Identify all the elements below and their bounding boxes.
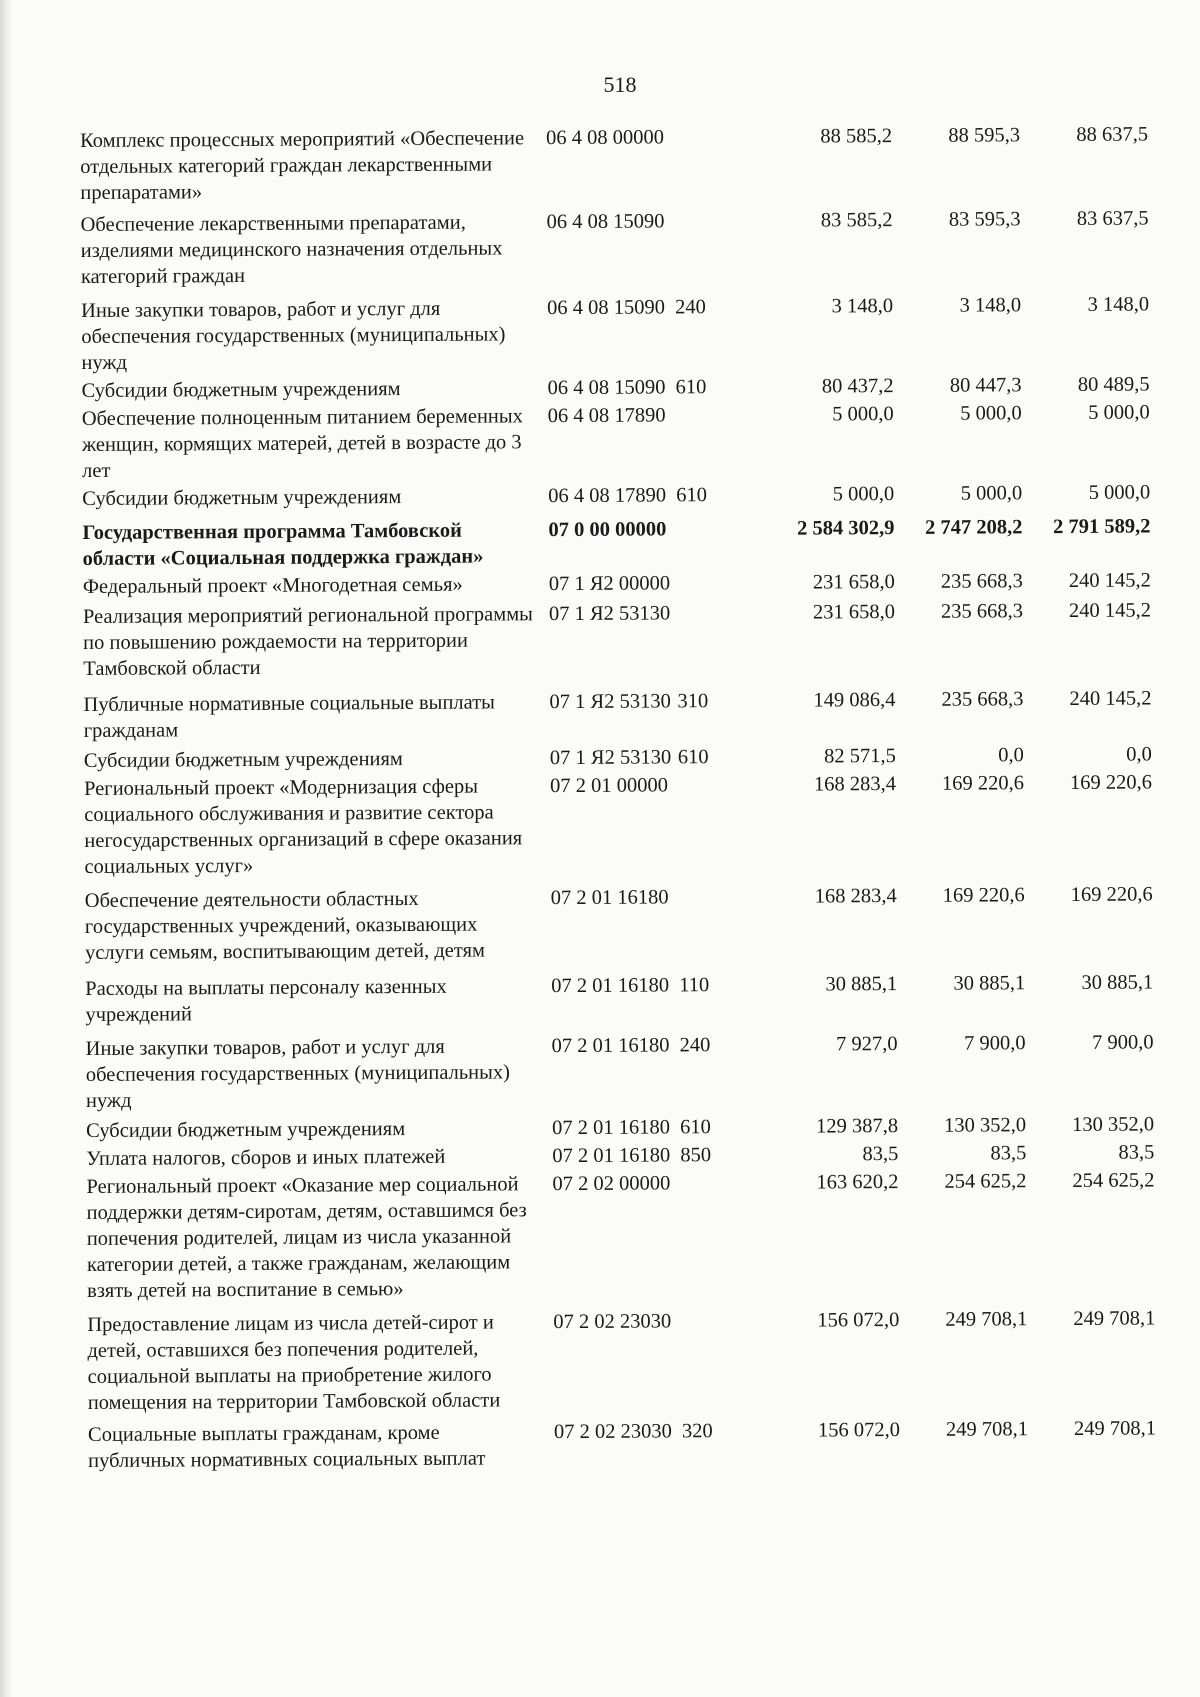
table-row (86, 1139, 1186, 1172)
table-row (83, 685, 1183, 744)
row-code: 07 2 01 16180 (552, 1116, 671, 1140)
row-amount-year-2: 80 447,3 (949, 374, 1022, 397)
table-row (86, 1167, 1187, 1304)
row-name: Предоставление лицам из числа детей-сирот и детей, оставшихся без попечения родителей, социальной выплаты на приобретение жилого помещения на территории Тамбовской области (87, 1311, 501, 1414)
row-name: Региональный проект «Оказание мер социальной поддержки детям-сиротам, детям, оставшимся без попечения родителей, лицам из числа указанной категории детей, а также гражданам, желающим взять детей на воспитание в семью» (86, 1173, 527, 1302)
row-name: Расходы на выплаты персоналу казенных учреждений (85, 975, 447, 1026)
row-amount-year-1: 5 000,0 (832, 483, 895, 506)
row-name: Субсидии бюджетным учреждениям (83, 748, 403, 772)
row-amount-year-3: 240 145,2 (1068, 599, 1152, 622)
page-number: 518 (603, 72, 637, 97)
row-amount-year-3: 130 352,0 (1072, 1113, 1155, 1136)
row-name: Уплата налогов, сборов и иных платежей (86, 1145, 446, 1170)
table-row (86, 1111, 1186, 1144)
table-row (82, 513, 1182, 572)
row-amount-year-1: 231 658,0 (812, 571, 895, 594)
row-name: Субсидии бюджетным учреждениям (82, 486, 402, 510)
row-amount-year-1: 156 072,0 (817, 1419, 901, 1442)
row-code: 07 1 Я2 00000 (548, 572, 671, 596)
row-amount-year-3: 83,5 (1118, 1141, 1155, 1164)
row-expense-type: 310 (677, 690, 709, 713)
row-name: Иные закупки товаров, работ и услуг для обеспечения государственных (муниципальных) нужд (81, 297, 506, 374)
row-expense-type: 320 (681, 1420, 713, 1443)
row-amount-year-2: 2 747 208,2 (925, 516, 1023, 539)
row-amount-year-2: 5 000,0 (960, 402, 1022, 425)
row-amount-year-2: 254 625,2 (944, 1170, 1027, 1193)
row-amount-year-3: 30 885,1 (1081, 971, 1154, 994)
row-amount-year-2: 83,5 (990, 1142, 1027, 1165)
row-name: Публичные нормативные социальные выплаты гражданам (83, 691, 495, 742)
row-name: Обеспечение деятельности областных государственных учреждений, оказывающих услуги семьям, воспитывающим детей, детям (84, 887, 486, 964)
table-row (83, 567, 1183, 600)
row-amount-year-2: 130 352,0 (944, 1114, 1027, 1137)
row-expense-type: 240 (675, 296, 706, 319)
row-amount-year-2: 235 668,3 (940, 600, 1024, 623)
row-amount-year-1: 163 620,2 (816, 1171, 899, 1194)
table-row (83, 597, 1183, 682)
row-amount-year-3: 169 220,6 (1069, 771, 1153, 794)
row-amount-year-1: 2 584 302,9 (797, 517, 895, 540)
row-name: Социальные выплаты гражданам, кроме публичных нормативных социальных выплат (87, 1421, 486, 1472)
table-row (84, 741, 1184, 774)
row-amount-year-1: 168 283,4 (813, 773, 897, 796)
budget-table (80, 121, 1188, 1474)
row-amount-year-2: 0,0 (998, 744, 1024, 767)
row-amount-year-3: 3 148,0 (1087, 293, 1150, 316)
row-amount-year-1: 83,5 (862, 1143, 899, 1166)
row-code: 07 2 02 23030 (553, 1310, 672, 1334)
row-amount-year-1: 149 086,4 (813, 689, 896, 712)
row-name: Государственная программа Тамбовской области «Социальная поддержка граждан» (82, 519, 484, 570)
table-row (85, 969, 1185, 1028)
row-amount-year-2: 7 900,0 (964, 1032, 1026, 1055)
row-amount-year-1: 231 658,0 (812, 601, 896, 624)
row-amount-year-1: 80 437,2 (821, 375, 894, 398)
row-amount-year-2: 235 668,3 (941, 688, 1024, 711)
row-code: 07 2 02 23030 (553, 1420, 672, 1444)
row-name: Комплекс процессных мероприятий «Обеспечение отдельных категорий граждан лекарственными препаратами» (80, 127, 525, 204)
row-amount-year-3: 240 145,2 (1068, 569, 1151, 592)
row-name: Субсидии бюджетным учреждениям (86, 1118, 406, 1142)
row-expense-type: 240 (679, 1034, 711, 1057)
row-code: 07 1 Я2 53130 (549, 690, 671, 714)
row-code: 07 2 01 16180 (550, 886, 669, 910)
row-amount-year-3: 80 489,5 (1077, 373, 1150, 396)
table-row (81, 205, 1181, 290)
row-name: Региональный проект «Модернизация сферы социального обслуживания и развитие сектора негосударственных организаций в сфере оказания социальных услуг» (83, 775, 523, 878)
row-amount-year-3: 249 708,1 (1073, 1307, 1156, 1330)
row-amount-year-2: 249 708,1 (945, 1418, 1029, 1441)
row-code: 07 2 01 16180 (551, 974, 670, 998)
row-amount-year-3: 240 145,2 (1069, 687, 1152, 710)
row-code: 06 4 08 17890 (547, 404, 666, 428)
row-expense-type: 610 (676, 484, 708, 507)
row-code: 07 2 01 16180 (551, 1034, 670, 1058)
table-row (84, 769, 1185, 880)
row-code: 06 4 08 17890 (548, 484, 667, 508)
row-amount-year-3: 88 637,5 (1076, 123, 1149, 146)
table-row (88, 1415, 1188, 1474)
table-row (87, 1305, 1188, 1416)
row-code: 07 2 01 00000 (549, 774, 668, 798)
row-amount-year-1: 168 283,4 (814, 885, 897, 908)
row-expense-type: 610 (680, 1116, 711, 1139)
row-code: 07 1 Я2 53130 (548, 602, 671, 626)
row-amount-year-3: 5 000,0 (1088, 401, 1150, 424)
row-amount-year-2: 3 148,0 (959, 294, 1022, 317)
row-amount-year-2: 88 595,3 (948, 124, 1021, 147)
row-name: Обеспечение лекарственными препаратами, изделиями медицинского назначения отдельных категорий граждан (80, 211, 503, 288)
row-amount-year-1: 156 072,0 (817, 1309, 900, 1332)
table-row (82, 399, 1182, 484)
row-amount-year-3: 7 900,0 (1092, 1031, 1154, 1054)
row-amount-year-2: 5 000,0 (960, 482, 1023, 505)
row-code: 07 2 01 16180 (552, 1144, 671, 1168)
row-amount-year-2: 30 885,1 (953, 972, 1026, 995)
row-amount-year-3: 254 625,2 (1072, 1169, 1155, 1192)
row-amount-year-2: 235 668,3 (940, 570, 1023, 593)
row-amount-year-2: 249 708,1 (945, 1308, 1028, 1331)
row-code: 07 1 Я2 53130 (549, 746, 672, 770)
row-amount-year-1: 83 585,2 (820, 209, 893, 232)
table-row (85, 881, 1185, 966)
row-amount-year-3: 0,0 (1126, 743, 1152, 766)
row-amount-year-1: 7 927,0 (836, 1033, 898, 1056)
table-row (81, 291, 1181, 376)
row-name: Субсидии бюджетным учреждениям (81, 378, 401, 402)
row-code: 07 0 00 00000 (548, 518, 667, 542)
row-expense-type: 610 (675, 376, 707, 399)
row-code: 06 4 08 15090 (546, 210, 665, 234)
row-name: Федеральный проект «Многодетная семья» (82, 573, 463, 598)
row-amount-year-1: 88 585,2 (820, 125, 893, 148)
row-amount-year-1: 5 000,0 (832, 403, 894, 426)
row-amount-year-3: 249 708,1 (1073, 1417, 1157, 1440)
row-code: 06 4 08 15090 (547, 296, 666, 320)
table-row (82, 371, 1182, 404)
row-amount-year-3: 169 220,6 (1070, 883, 1153, 906)
scan-edge-shadow (0, 0, 14, 1697)
row-name: Обеспечение полноценным питанием беременных женщин, кормящих матерей, детей в возрасте до 3 лет (81, 405, 523, 482)
row-expense-type: 110 (679, 974, 710, 997)
row-amount-year-2: 83 595,3 (948, 208, 1021, 231)
row-amount-year-1: 3 148,0 (831, 295, 894, 318)
row-code: 07 2 02 00000 (552, 1172, 671, 1196)
row-amount-year-1: 82 571,5 (824, 745, 896, 768)
row-expense-type: 610 (677, 746, 709, 769)
row-amount-year-1: 30 885,1 (825, 973, 898, 996)
row-amount-year-2: 169 220,6 (941, 772, 1025, 795)
row-amount-year-1: 129 387,8 (816, 1115, 899, 1138)
row-code: 06 4 08 00000 (546, 126, 665, 150)
row-amount-year-3: 5 000,0 (1088, 481, 1151, 504)
row-expense-type: 850 (680, 1144, 712, 1167)
table-row (80, 121, 1180, 206)
row-name: Реализация мероприятий региональной программы по повышению рождаемости на территории Тамбовской области (82, 603, 533, 680)
table-row (82, 479, 1182, 512)
row-amount-year-3: 83 637,5 (1076, 207, 1149, 230)
table-row (86, 1029, 1186, 1114)
row-code: 06 4 08 15090 (547, 376, 666, 400)
row-name: Иные закупки товаров, работ и услуг для обеспечения государственных (муниципальных) нужд (85, 1035, 511, 1112)
row-amount-year-2: 169 220,6 (942, 884, 1025, 907)
row-amount-year-3: 2 791 589,2 (1053, 515, 1151, 539)
